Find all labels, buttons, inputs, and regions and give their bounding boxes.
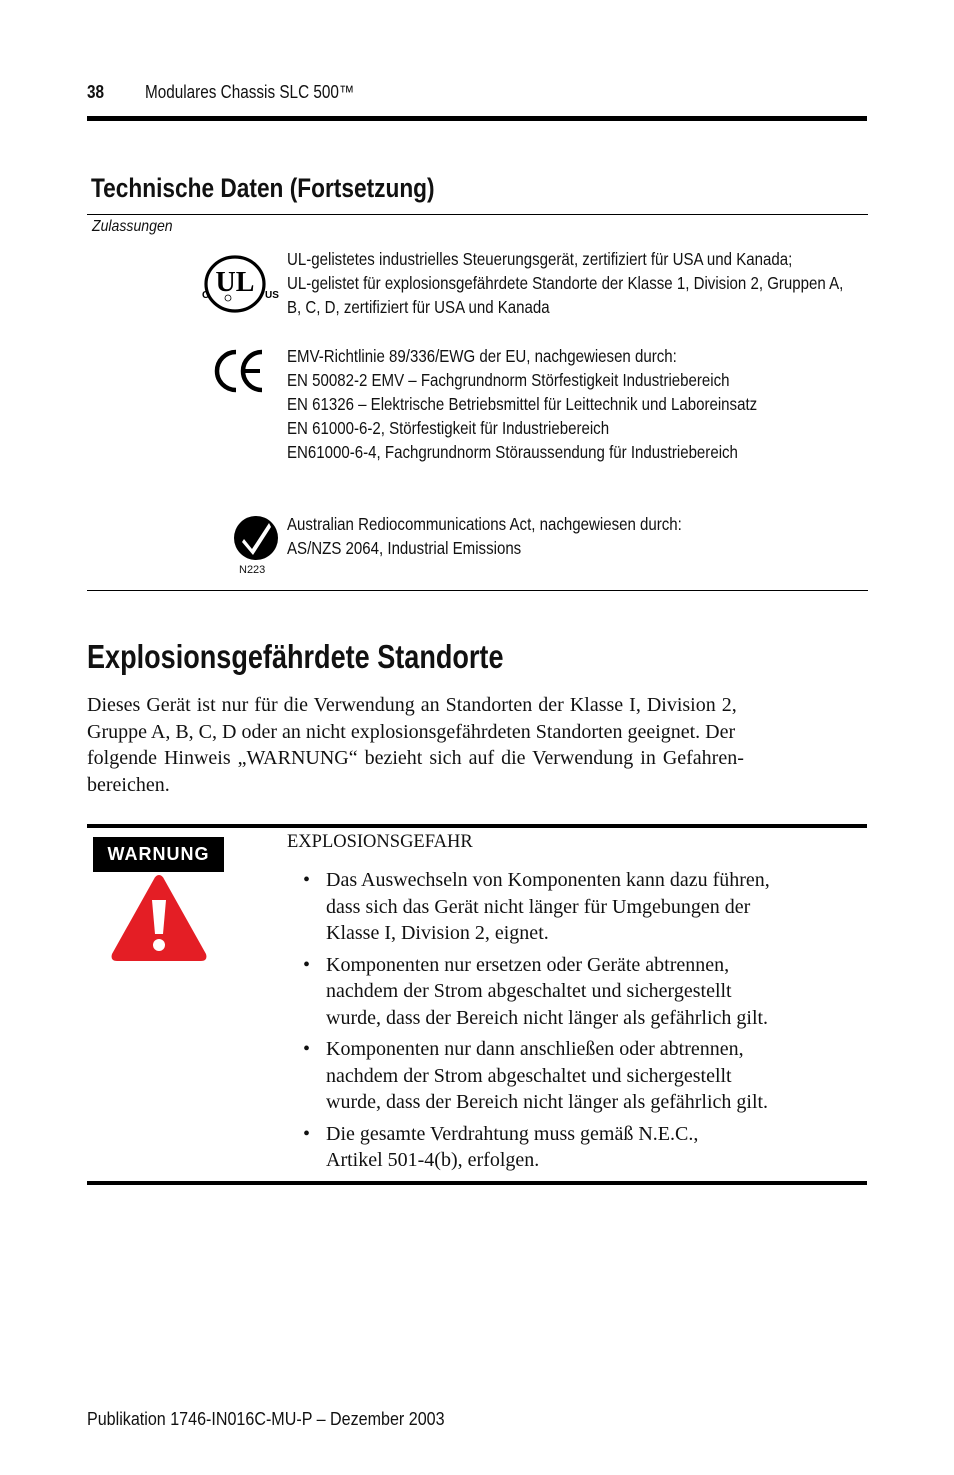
bullet-line: • Das Auswechseln von Komponenten kann dazu führen, <box>326 869 770 891</box>
table-top-rule <box>87 214 868 215</box>
svg-text:UL: UL <box>215 267 255 298</box>
bullet-line: wurde, dass der Bereich nicht länger als gefährlich gilt. <box>326 1006 769 1029</box>
c-tick-code: N223 <box>239 564 266 576</box>
list-item <box>303 1036 873 1116</box>
bullet-line: wurde, dass der Bereich nicht länger als gefährlich gilt. <box>326 1091 769 1113</box>
bullet-line: nachdem der Strom abgeschaltet und sichergestellt <box>326 980 732 1002</box>
warning-heading: EXPLOSIONSGEFAHR <box>287 832 473 852</box>
ul-line: UL-gelistetes industrielles Steuerungsgerät, zertifiziert für USA und Kanada; <box>287 249 793 269</box>
table-bottom-rule <box>87 590 868 591</box>
bullet-line: Klasse I, Division 2, eignet. <box>326 922 549 944</box>
warning-bottom-rule <box>87 1181 867 1185</box>
bullet-line: nachdem der Strom abgeschaltet und sichergestellt <box>326 1064 732 1087</box>
list-item <box>303 952 873 1032</box>
ul-line: UL-gelistet für explosionsgefährdete Standorte der Klasse 1, Division 2, Gruppen A, <box>287 273 844 293</box>
bullet-line: • Komponenten nur ersetzen oder Geräte abtrennen, <box>326 953 730 976</box>
intro-line: folgende Hinweis „WARNUNG“ bezieht sich auf die Verwendung in Gefahren- <box>87 747 744 769</box>
ce-line: EN 61326 – Elektrische Betriebsmittel für Leittechnik und Laboreinsatz <box>287 394 758 414</box>
section-title-hazard: Explosionsgefährdete Standorte <box>87 638 504 675</box>
ul-line: B, C, D, zertifiziert für USA und Kanada <box>287 297 550 317</box>
ce-mark-icon <box>214 348 266 394</box>
svg-text:US: US <box>265 290 279 301</box>
hazard-intro-paragraph <box>87 692 867 798</box>
ce-line: EN 61000-6-2, Störfestigkeit für Industriebereich <box>287 418 610 438</box>
ul-listed-icon <box>199 250 283 316</box>
section-title-specs: Technische Daten (Fortsetzung) <box>91 173 435 203</box>
svg-text:C: C <box>202 290 210 301</box>
ctick-certification-text <box>287 512 837 560</box>
header-rule <box>87 116 867 121</box>
ce-line: EN 50082-2 EMV – Fachgrundnorm Störfestigkeit Industriebereich <box>287 370 730 390</box>
warning-triangle-icon <box>109 872 209 964</box>
warning-badge: WARNUNG <box>93 837 224 872</box>
bullet-line: • Komponenten nur dann anschließen oder abtrennen, <box>326 1038 744 1060</box>
c-tick-icon <box>233 515 279 561</box>
running-title: Modulares Chassis SLC 500™ <box>145 82 355 102</box>
ctick-line: Australian Rediocommunications Act, nachgewiesen durch: <box>287 514 682 534</box>
ce-certification-text <box>287 344 837 464</box>
bullet-line: • Die gesamte Verdrahtung muss gemäß N.E.C., <box>326 1122 699 1145</box>
list-item <box>303 1121 873 1174</box>
page-number: 38 <box>87 82 105 102</box>
intro-line: Gruppe A, B, C, D oder an nicht explosionsgefährdeten Standorten geeignet. Der <box>87 720 736 743</box>
ce-line: EN61000-6-4, Fachgrundnorm Störaussendung für Industriebereich <box>287 442 738 462</box>
bullet-line: Artikel 501-4(b), erfolgen. <box>326 1149 540 1171</box>
warning-top-rule <box>87 824 867 828</box>
publication-footer: Publikation 1746-IN016C-MU-P – Dezember 2003 <box>87 1408 445 1429</box>
ce-line: EMV-Richtlinie 89/336/EWG der EU, nachgewiesen durch: <box>287 346 677 366</box>
intro-line: Dieses Gerät ist nur für die Verwendung an Standorten der Klasse I, Division 2, <box>87 694 737 716</box>
ul-certification-text <box>287 247 844 319</box>
list-item <box>303 867 873 947</box>
intro-line: bereichen. <box>87 773 170 796</box>
table-caption: Zulassungen <box>92 218 173 235</box>
warning-bullet-list <box>303 867 873 1179</box>
bullet-line: dass sich das Gerät nicht länger für Umgebungen der <box>326 895 751 918</box>
ctick-line: AS/NZS 2064, Industrial Emissions <box>287 538 522 558</box>
